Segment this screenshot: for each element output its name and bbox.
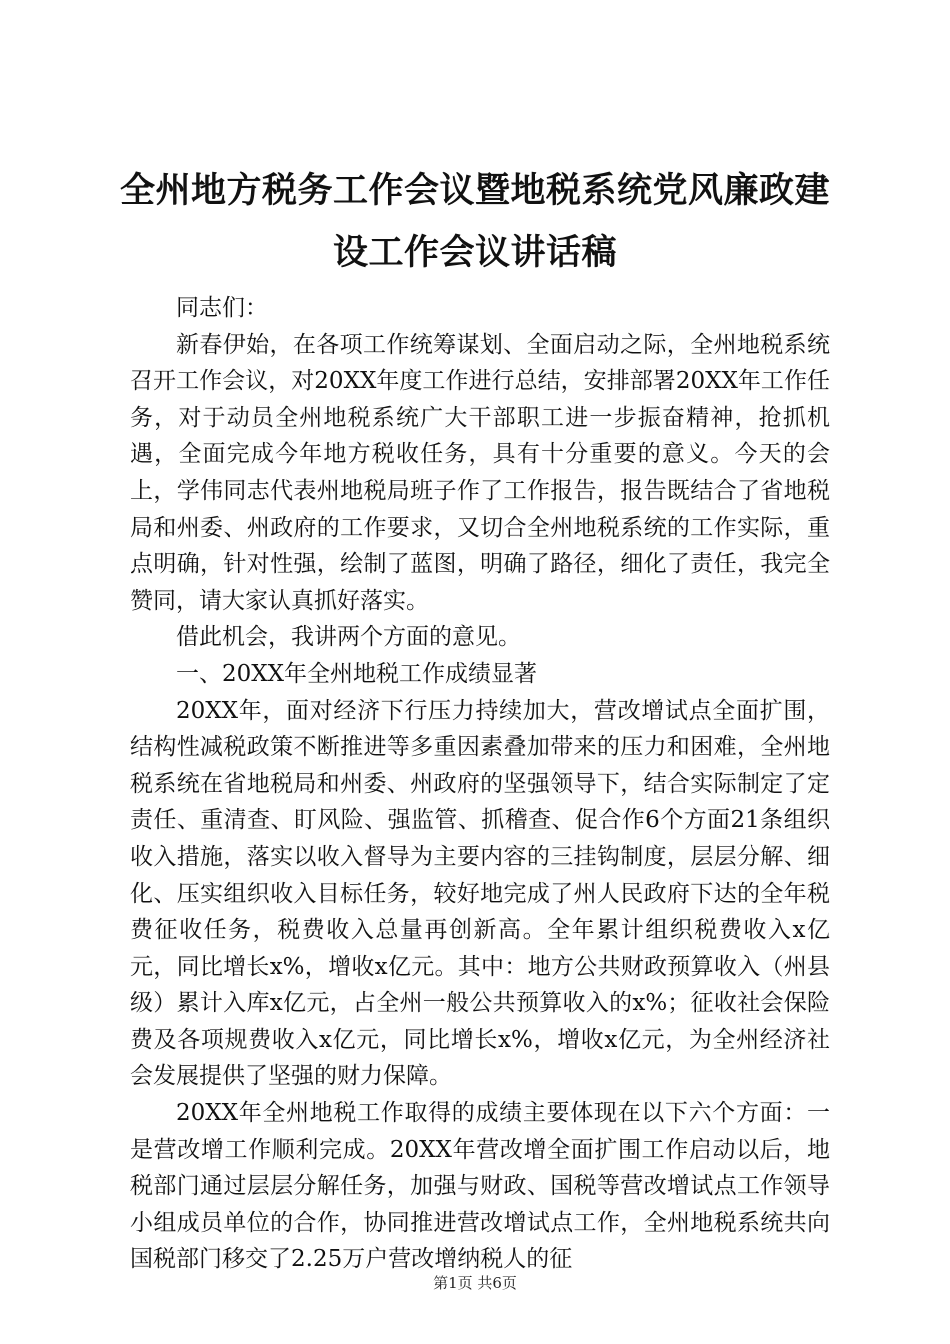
page-footer: 第1页 共6页 bbox=[433, 1274, 517, 1292]
paragraph-achievements: 20XX年，面对经济下行压力持续加大，营改增试点全面扩围，结构性减税政策不断推进等多重因素叠加带来的压力和困难，全州地税系统在省地税局和州委、州政府的坚强领导下，结合实际制定了定责任、重清查、盯风险、强监管、抓稽查、促合作6个方面21条组织收入措施，落实以收入督导为主要内容的三挂钩制度，层层分解、细化、压实组织收入目标任务，较好地完成了州人民政府下达的全年税费征收任务，税费收入总量再创新高。全年累计组织税费收入x亿元，同比增长x%，增收x亿元。其中：地方公共财政预算收入（州县级）累计入库x亿元，占全州一般公共预算收入的x%；征收社会保险费及各项规费收入x亿元，同比增长x%，增收x亿元，为全州经济社会发展提供了坚强的财力保障。 bbox=[130, 697, 830, 1090]
document-body bbox=[130, 290, 830, 1278]
paragraph-six-aspects: 20XX年全州地税工作取得的成绩主要体现在以下六个方面：一是营改增工作顺利完成。20XX年营改增全面扩围工作启动以后，地税部门通过层层分解任务，加强与财政、国税等营改增试点工作领导小组成员单位的合作，协同推进营改增试点工作，全州地税系统共向国税部门移交了2.25万户营改增纳税人的征 bbox=[130, 1100, 830, 1273]
salutation: 同志们： bbox=[176, 295, 268, 321]
paragraph-transition: 借此机会，我讲两个方面的意见。 bbox=[176, 624, 521, 651]
section-heading-1: 一、20XX年全州地税工作成绩显著 bbox=[176, 660, 538, 687]
document-title bbox=[100, 160, 850, 284]
title-line-1: 全州地方税务工作会议暨地税系统党风廉政建 bbox=[119, 171, 830, 211]
title-line-2: 设工作会议讲话稿 bbox=[332, 233, 617, 273]
paragraph-intro: 新春伊始，在各项工作统筹谋划、全面启动之际，全州地税系统召开工作会议，对20XX年度工作进行总结，安排部署20XX年工作任务，对于动员全州地税系统广大干部职工进一步振奋精神，抢抓机遇，全面完成今年地方税收任务，具有十分重要的意义。今天的会上，学伟同志代表州地税局班子作了工作报告，报告既结合了省地税局和州委、州政府的工作要求，又切合全州地税系统的工作实际，重点明确，针对性强，绘制了蓝图，明确了路径，细化了责任，我完全赞同，请大家认真抓好落实。 bbox=[130, 331, 830, 614]
